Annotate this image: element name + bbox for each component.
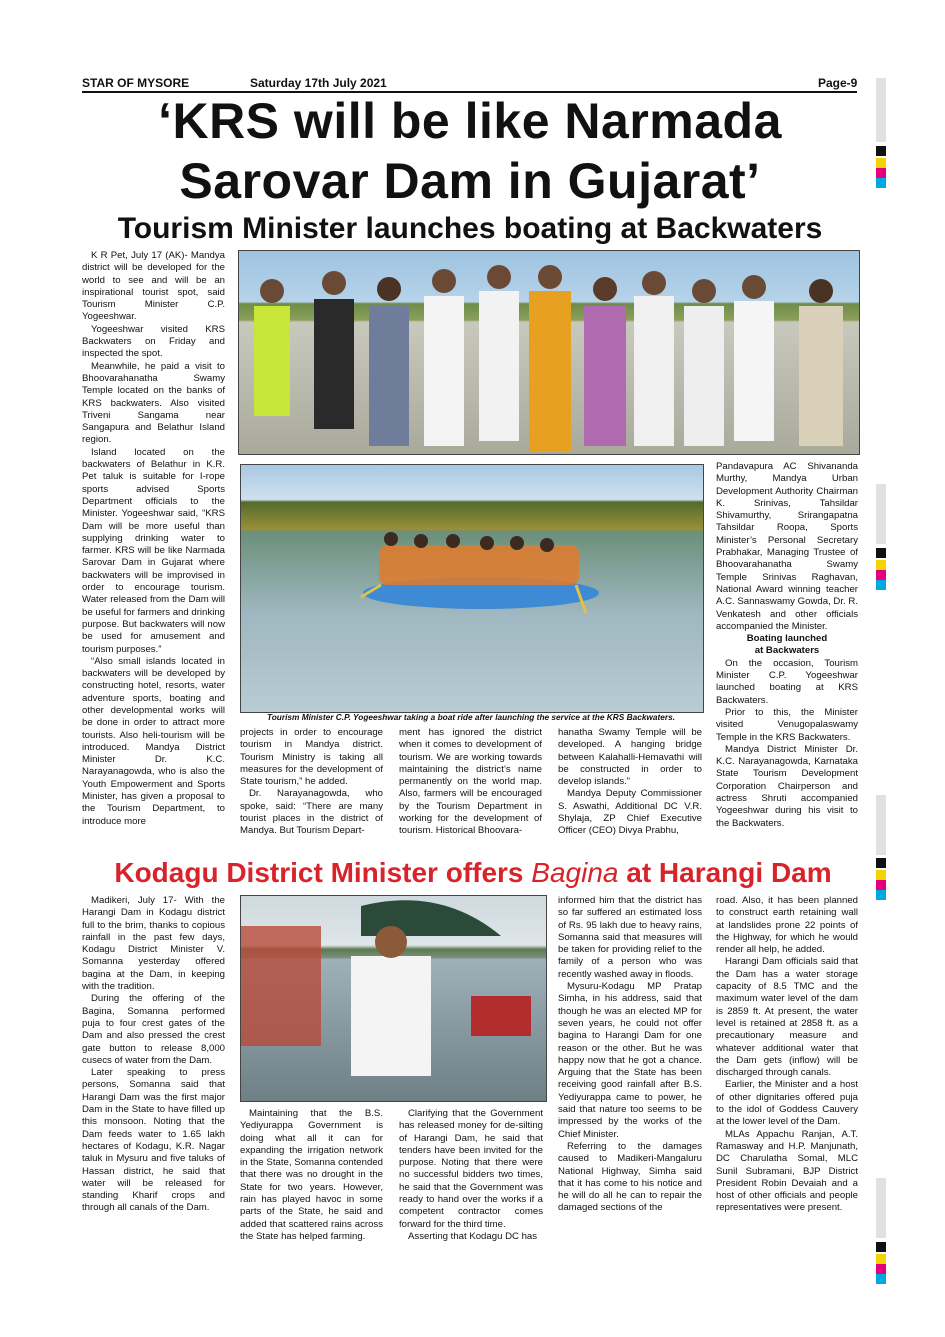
headline-1 [70,93,870,209]
headline-2-emphasis: Bagina [531,857,619,888]
registration-swatch-black [876,548,886,558]
registration-swatch-magenta [876,570,886,580]
registration-swatch-black [876,858,886,868]
people-silhouettes [254,265,843,451]
registration-gray-bar [876,795,886,855]
paragraph: hanatha Swamy Temple will be developed. A hanging bridge between Kalahalli-Hemavathi will be constructed in order to develop islands.” [558,727,702,788]
photo-officials-walking [238,250,860,455]
officials-group-illustration [239,251,859,454]
paragraph: Maintaining that the B.S. Yediyurappa Government is doing what all it can for expanding the irrigation network in the State, Somanna contended that there was no drought in the State for two years. However, rain has played havoc in some parts of the State, he said and added that scattered rains across the State has helped farming. [240,1108,383,1242]
paragraph: Earlier, the Minister and a host of other dignitaries offered puja to the idol of Goddess Cauvery at the lower level of the Dam. [716,1079,858,1128]
raft-illustration [241,465,703,712]
paragraph: Yogeeshwar visited KRS Backwaters on Friday and inspected the spot. [82,323,225,360]
story1-column-4 [558,727,702,852]
paragraph: Madikeri, July 17- With the Harangi Dam in Kodagu district full to the brim, thanks to copious rainfall in the past few days, Kodagu District Minister V. Somanna yesterday offered bagina at the Dam, in keeping with the tradition. [82,895,225,993]
paragraph: During the offering of the Bagina, Somanna performed puja to four crest gates of the Dam and also pressed the crest gate button to release 8,000 cusecs of water from the Dam. [82,993,225,1066]
headline-2-text-end: at Harangi Dam [618,857,832,888]
paragraph: projects in order to encourage tourism in Mandya district. Tourism Ministry is taking all measures for the development of State tourism,” he added. [240,727,383,788]
registration-gray-bar [876,1178,886,1238]
headline-1-line-2: Sarovar Dam in Gujarat’ [179,153,761,209]
registration-swatch-cyan [876,890,886,900]
paragraph: Asserting that Kodagu DC has [408,1230,538,1242]
paragraph: Island located on the backwaters of Belathur in K.R. Pet taluk is suitable for I-rope sports advised Sports Department officials to the Minister. Yogeeshwar said, “KRS Dam will be more useful than supplying drinking water to farmer. KRS will be like Narmada Sarovar Dam in Gujarat where backwaters will be improvised in order to encourage tourism. Water released from the Dam will be useful for farmers and drinking purpose. But backwaters will now be used for amusement and tourism purposes.” [82,446,225,655]
story1-column-1 [82,250,225,852]
minister-figure [351,956,431,1076]
registration-gray-bar [876,484,886,544]
minister-head [375,926,407,958]
registration-swatch-cyan [876,1274,886,1284]
paragraph: Clarifying that the Government has released money for de-silting of Harangi Dam, he said that tenders have been invited for the purpose. Noting that there were no successful bidders two times, he said that the Government was ready to hand over the works if a competent contractor comes forward for the third time. [399,1108,543,1230]
paragraph: Later speaking to press persons, Somanna said that Harangi Dam was the first major Dam in the State to have filled up this monsoon. Noting that the Dam feeds water to 1.65 lakh hectares of Kodagu, K.R. Nagar taluk in Mysuru and five taluks of Hassan district, he said that water will be released for standing Kharif crops and through all canals of the Dam. [82,1067,225,1214]
headline-1-line-1: ‘KRS will be like Narmada [158,93,782,149]
paragraph: Pandavapura AC Shivananda Murthy, Mandya Urban Development Authority Chairman K. Srinivas, Tahsildar Shivamurthy, Srirangapatna Tahsildar Roopa, Sports Minister’s Personal Secretary Prabhakar, Managing Trustee of Bhoovarahanatha Swamy Temple Srinivas Raghavan, National Award winning teacher A.C. Sannaswamy Gowda, Dr. R. Venkatesh and other officials accompanied the Minister. [716,461,858,632]
story2-column-3 [399,1108,543,1263]
newspaper-name: STAR OF MYSORE [82,76,190,90]
registration-swatch-yellow [876,870,886,880]
page-number: Page-9 [818,76,858,90]
section-subhead: Boating launched [746,633,828,645]
photo-caption: Tourism Minister C.P. Yogeeshwar taking a boat ride after launching the service at the KRS Backwaters. [266,712,676,722]
paragraph: K R Pet, July 17 (AK)- Mandya district will be developed for the world to see and will be an inspirational tourist spot, said Tourism Minister C.P. Yogeeshwar. [82,250,225,323]
paragraph: Mandya Deputy Commissioner S. Aswathi, Additional DC V.R. Shylaja, ZP Chief Executive Officer (CEO) Divya Prabhu, [558,788,702,837]
registration-swatch-magenta [876,1264,886,1274]
photo-harangi-bagina [240,895,547,1102]
registration-swatch-black [876,146,886,156]
story1-column-5 [716,461,858,852]
story2-column-4 [558,895,702,1263]
paragraph: informed him that the district has so far suffered an estimated loss of Rs. 95 lakh due to heavy rains, Somanna said that measures will be taken for providing relief to the family of a person who was recently washed away in floods. [558,895,702,980]
registration-swatch-cyan [876,178,886,188]
registration-swatch-magenta [876,168,886,178]
bagina-illustration [241,896,546,1101]
paragraph: MLAs Appachu Ranjan, A.T. Ramasway and H.P. Manjunath, DC Charulatha Somal, MLC Sunil Subramani, BJP District President Robin Devaiah and a host of other officials and people representatives were present. [716,1128,858,1214]
story1-column-3 [399,727,542,852]
photo-boat-ride [240,464,704,713]
section-subhead: at Backwaters [754,645,820,657]
registration-swatch-yellow [876,560,886,570]
registration-swatch-cyan [876,580,886,590]
story1-column-2 [240,727,383,852]
headline-2 [78,856,868,890]
paragraph: Mandya District Minister Dr. K.C. Narayanagowda, Karnataka State Tourism Development Corporation Chairperson and actress Shruti accompanied Yogeeshwar during his visit to the Backwaters. [716,743,858,829]
offering-cloth [471,996,531,1036]
paragraph: On the occasion, Tourism Minister C.P. Yogeeshwar launched boating at KRS Backwaters. [716,657,858,706]
paragraph: road. Also, it has been planned to construct earth retaining wall at landslides prone 22 points of the Highway, for which he would render all help, he added. [716,895,858,956]
headline-2-text: Kodagu District Minister offers [114,857,532,888]
story2-column-5 [716,895,858,1263]
paragraph: Harangi Dam officials said that the Dam has a water storage capacity of 8.5 TMC and the maximum water level of the dam is 2859 ft. At present, the water level is retained at 2858 ft. as a precautionary measure and whatever additional water that the Dam gets (inflow) will be discharged through canals. [716,956,858,1079]
registration-swatch-magenta [876,880,886,890]
paragraph: “Also small islands located in backwaters will be developed by constructing hotel, resorts, water adventure sports, boating and other developmental works will be done in order to attract more tourists. Also heli-tourism will be introduced. Mandya District Minister Dr. K.C. Narayanagowda, who is also the Youth Empowerment and Sports Minister, has given a proposal to the Tourism Department, to introduce more [82,655,225,827]
paragraph: ment has ignored the district when it comes to development of tourism. We are working towards maintaining the district’s name permanently on the world map. Also, farmers will be encouraged by the Tourism Department in working for the development of tourism. Historical Bhoovara- [399,727,542,837]
paragraph: Prior to this, the Minister visited Venugopalaswamy Temple in the KRS Backwaters. [716,706,858,743]
registration-gray-bar [876,78,886,142]
story2-column-1 [82,895,225,1263]
registration-swatch-yellow [876,1254,886,1264]
issue-date: Saturday 17th July 2021 [250,76,387,90]
paragraph: Mysuru-Kodagu MP Pratap Simha, in his address, said that though he was an elected MP for seven years, he could not offer bagina to Harangi Dam for one reason or the other. But he was happy now that he got a chance. Arguing that the State has been receiving good rainfall after B.S. Yediyurappa came to power, he said that nature too seems to be impressed by the works of the Chief Minister. [558,981,702,1140]
offering-basket [241,926,321,1046]
paragraph: Referring to the damages caused to Madikeri-Mangaluru National Highway, Simha said that it has come to his notice and he will do all he can to repair the damaged sections of the [558,1140,702,1214]
story2-column-2 [240,1108,383,1263]
subheadline-1: Tourism Minister launches boating at Backwaters [117,212,823,245]
paragraph: Dr. Narayanagowda, who spoke, said: “There are many tourist places in the district of Mandya. But Tourism Depart- [240,788,383,837]
registration-swatch-black [876,1242,886,1252]
registration-swatch-yellow [876,158,886,168]
paragraph: Meanwhile, he paid a visit to Bhoovarahanatha Swamy Temple located on the banks of KRS backwaters. Also visited Triveni Sangama near Sangapura and Belathur Island region. [82,360,225,446]
